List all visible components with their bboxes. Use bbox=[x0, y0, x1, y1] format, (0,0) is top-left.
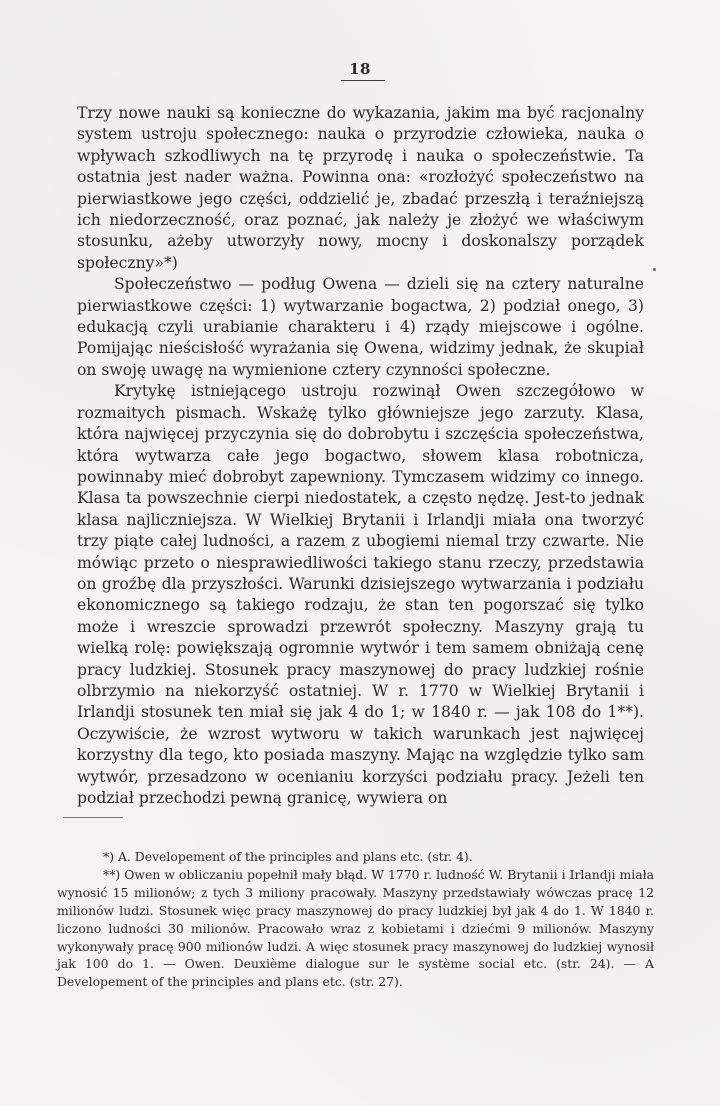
page-number: 18 bbox=[349, 60, 371, 78]
footnote-separator bbox=[63, 817, 123, 818]
paragraph-1: Trzy nowe nauki są konieczne do wykazania, jakim ma być racjonalny system ustroju społecznego: nauka o przyrodzie człowieka, nauka o wpływach szkodliwych na tę przyrodę i nauka o społeczeństwie. Ta ostatnia jest nader ważna. Powinna ona: «rozłożyć społeczeństwo na pierwiastkowe jego części, oddzielić je, zbadać przeszłą i teraźniejszą ich niedorzeczność, oraz poznać, jak należy je złożyć we właściwym stosunku, ażeby utworzyły nowy, mocny i doskonalszy porządek społeczny»*) bbox=[77, 104, 644, 272]
main-text bbox=[77, 103, 644, 809]
page-number-underline bbox=[341, 80, 385, 81]
footnote-2: **) Owen w obliczaniu popełnił mały błąd. W 1770 r. ludność W. Brytanii i Irlandji miała wynosić 15 milionów; z tych 3 miliony pracowały. Maszyny przedstawiały wówczas pracę 12 milionów ludzi. Stosunek więc pracy maszynowej do pracy ludzkiej był jak 4 do 1. W 1840 r. liczono ludności 30 milionów. Pracowało wraz z kobietami i dziećmi 9 milionów. Maszyny wykonywały pracę 900 milionów ludzi. A więc stosunek pracy maszynowej do ludzkiej wynosił jak 100 do 1. — Owen. Deuxième dialogue sur le système social etc. (str. 24). — A Developement of the principles and plans etc. (str. 27). bbox=[57, 866, 654, 990]
paragraph-2: Społeczeństwo — podług Owena — dzieli się na cztery naturalne pierwiastkowe części: 1) wytwarzanie bogactwa, 2) podział onego, 3) edukacją czyli urabianie charakteru i 4) rządy miejscowe i ogólne. Pomijając nieścisłość wyrażania się Owena, widzimy jednak, że skupiał on swoję uwagę na wymienione cztery czynności społeczne. bbox=[77, 275, 644, 379]
paragraph-3: Krytykę istniejącego ustroju rozwinął Owen szczegółowo w rozmaitych pismach. Wskażę tylko główniejsze jego zarzuty. Klasa, która najwięcej przyczynia się do dobrobytu i szczęścia społeczeństwa, która wytwarza całe jego bogactwo, słowem klasa robotnicza, powinnaby mieć dobrobyt zapewniony. Tymczasem widzimy co innego. Klasa ta powszechnie cierpi niedostatek, a często nędzę. Jest-to jednak klasa najliczniejsza. W Wielkiej Brytanii i Irlandji miała ona tworzyć trzy piąte całej ludności, a razem z ubogiemi niemal trzy czwarte. Nie mówiąc przeto o niesprawiedliwości takiego stanu rzeczy, przedstawia on groźbę dla przyszłości. Warunki dzisiejszego wytwarzania i podziału ekonomicznego są takiego rodzaju, że stan ten pogorszać się tylko może i wreszcie sprowadzi przewrót społeczny. Maszyny grają tu wielką rolę: powiększają ogromnie wytwór i tem samem obniżają cenę pracy ludzkiej. Stosunek pracy maszynowej do pracy ludzkiej rośnie olbrzymio na niekorzyść ostatniej. W r. 1770 w Wielkiej Brytanii i Irlandji stosunek ten miał się jak 4 do 1; w 1840 r. — jak 108 do 1**). Oczywiście, że wzrost wytworu w takich warunkach jest najwięcej korzystny dla tego, kto posiada maszyny. Mając na względzie tylko sam wytwór, przesadzono w ocenianiu korzyści podziału pracy. Jeżeli ten podział przechodzi pewną granicę, wywiera on bbox=[77, 382, 644, 807]
paper-speck bbox=[653, 268, 656, 271]
footnotes bbox=[57, 848, 654, 991]
footnote-1: *) A. Developement of the principles and plans etc. (str. 4). bbox=[103, 849, 473, 864]
